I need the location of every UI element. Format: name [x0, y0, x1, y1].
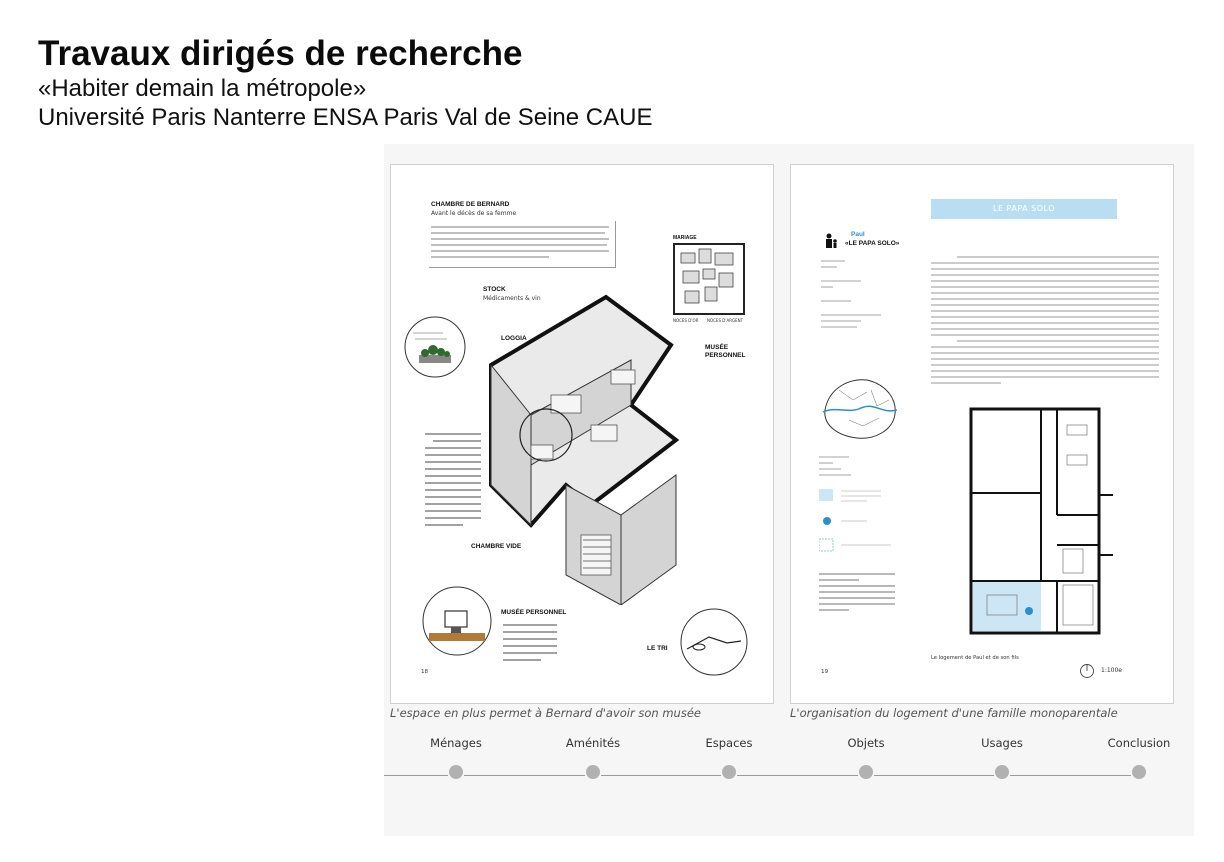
label-chambre-vide: CHAMBRE VIDE — [471, 543, 522, 550]
person-tag: «LE PAPA SOLO» — [845, 240, 900, 247]
le-tri-circle-illustration — [679, 607, 749, 677]
quote-block — [429, 221, 616, 268]
room-heading: CHAMBRE DE BERNARD — [431, 201, 510, 208]
musee-quote-lines — [501, 621, 561, 669]
page-header — [38, 34, 652, 132]
person-icon — [823, 233, 839, 249]
label-noces-or: NOCES D'OR — [673, 318, 699, 323]
musee-circle-illustration — [421, 585, 493, 657]
quote-text-lines — [429, 221, 615, 267]
nav-item-objets[interactable] — [806, 736, 926, 784]
nav-item-usages[interactable] — [942, 736, 1062, 784]
person-name: Paul — [851, 231, 865, 238]
nav-item-espaces[interactable] — [669, 736, 789, 784]
plan-scale: 1:100e — [1101, 667, 1122, 674]
nav-dot[interactable] — [859, 765, 873, 779]
nav-dot[interactable] — [1132, 765, 1146, 779]
nav-label: Objets — [847, 736, 885, 750]
left-page-number: 18 — [421, 669, 429, 675]
nav-label: Ménages — [430, 736, 482, 750]
left-caption: L'espace en plus permet à Bernard d'avoir son musée — [390, 706, 701, 720]
section-nav — [384, 736, 1194, 796]
nav-item-conclusion[interactable] — [1079, 736, 1199, 784]
right-page-number: 19 — [821, 669, 829, 675]
north-arrow-icon — [1079, 663, 1095, 679]
label-musee-personnel: MUSÉE PERSONNEL — [705, 344, 746, 359]
label-stock-sub: Médicaments & vin — [483, 295, 541, 302]
legend-block — [819, 453, 919, 563]
page-title: Travaux dirigés de recherche — [38, 34, 523, 73]
right-quote-lines — [819, 570, 899, 618]
left-page — [390, 164, 774, 704]
label-noces-argent: NOCES D'ARGENT — [707, 318, 744, 323]
floor-plan — [967, 405, 1113, 637]
label-mariage: MARIAGE — [673, 235, 697, 241]
nav-item-menages[interactable] — [396, 736, 516, 784]
label-musee-personnel-2: MUSÉE PERSONNEL — [501, 609, 567, 616]
label-loggia: LOGGIA — [501, 335, 527, 342]
nav-label: Usages — [981, 736, 1023, 750]
label-stock: STOCK — [483, 286, 506, 293]
nav-label: Espaces — [705, 736, 753, 750]
band-title: LE PAPA SOLO — [931, 199, 1117, 219]
nav-dot[interactable] — [586, 765, 600, 779]
page-subtitle: «Habiter demain la métropole» — [38, 75, 367, 102]
nav-dot[interactable] — [995, 765, 1009, 779]
nav-item-amenites[interactable] — [533, 736, 653, 784]
profile-info-lines — [821, 257, 901, 367]
plan-caption: Le logement de Paul et de son fils — [931, 655, 1019, 661]
right-page — [790, 164, 1174, 704]
loggia-plants-circle — [403, 315, 467, 379]
room-subheading: Avant le décès de sa femme — [431, 210, 517, 217]
nav-label: Aménités — [565, 736, 621, 750]
right-caption: L'organisation du logement d'une famille monoparentale — [790, 706, 1118, 720]
nav-label: Conclusion — [1107, 736, 1171, 750]
label-le-tri: LE TRI — [647, 645, 668, 652]
isometric-apartment-drawing — [471, 275, 701, 605]
body-text-lines — [931, 253, 1161, 403]
nav-dot[interactable] — [449, 765, 463, 779]
book-spread — [384, 144, 1194, 836]
institutions-line: Université Paris Nanterre ENSA Paris Val de Seine CAUE — [38, 104, 653, 131]
nav-dot[interactable] — [722, 765, 736, 779]
paris-map — [819, 370, 901, 445]
